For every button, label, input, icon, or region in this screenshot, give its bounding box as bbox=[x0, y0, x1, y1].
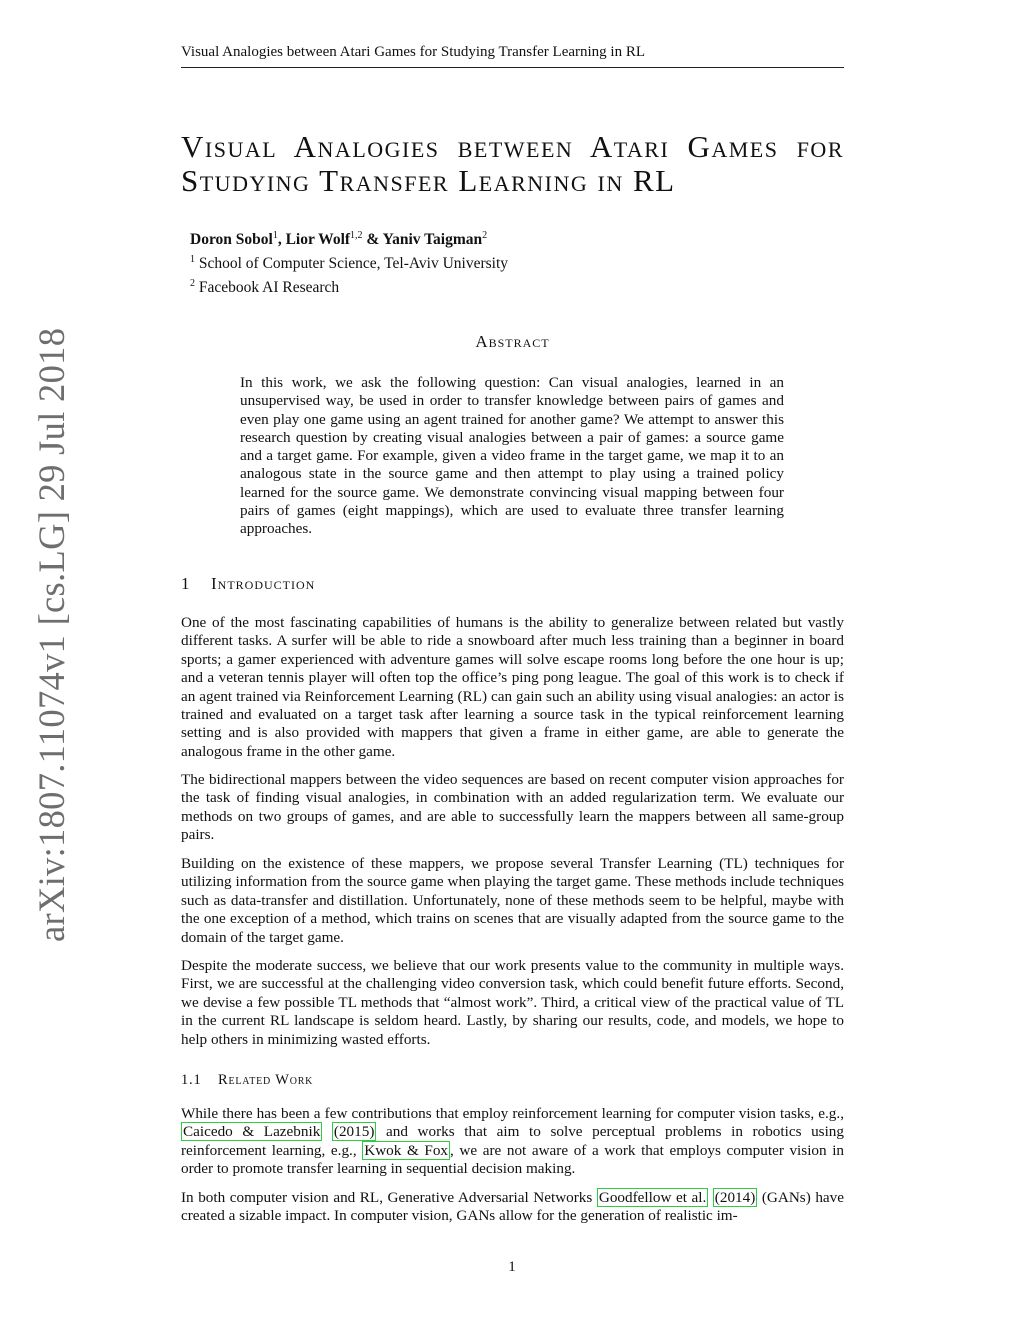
intro-paragraph-2: The bidirectional mappers between the video sequences are based on recent computer vision approaches for the task of finding visual analogies, in combination with an added regularization term. We evaluate our methods on two groups of games, and are able to successfully learn the mappers between all same-group pairs. bbox=[181, 771, 844, 844]
citation-link[interactable]: Goodfellow et al. bbox=[598, 1189, 707, 1206]
subsection-title: Related Work bbox=[218, 1072, 314, 1088]
section-number: 1 bbox=[181, 574, 191, 593]
title-line-1: Visual Analogies between Atari Games for bbox=[181, 129, 844, 164]
author-affiliation-mark: 1 bbox=[272, 230, 278, 241]
author-block bbox=[190, 226, 508, 298]
running-header: Visual Analogies between Atari Games for Studying Transfer Learning in RL bbox=[181, 44, 844, 68]
author-names bbox=[190, 226, 508, 250]
affiliation-text: Facebook AI Research bbox=[198, 279, 340, 297]
paragraph-text: (GANs) have created a sizable impact. In computer vision, GANs allow for the generation of realistic im- bbox=[181, 1189, 844, 1225]
page-number: 1 bbox=[508, 1259, 516, 1275]
affiliation-mark: 2 bbox=[190, 278, 195, 290]
paragraph-text: and works that aim to solve perceptual problems in robotics using reinforcement learning, e.g., bbox=[181, 1123, 844, 1159]
citation-link[interactable]: Kwok & Fox bbox=[364, 1141, 449, 1159]
author-name: Yaniv Taigman bbox=[382, 231, 483, 249]
section-title: Introduction bbox=[211, 574, 316, 593]
paragraph-text: , we are not aware of a work that employs computer vision in order to promote transfer learning in sequential decision making. bbox=[181, 1141, 845, 1178]
author-affiliation-mark: 2 bbox=[482, 230, 488, 241]
author-name: Lior Wolf bbox=[285, 231, 351, 249]
affiliation-1 bbox=[190, 250, 508, 274]
related-work-heading bbox=[181, 1072, 313, 1089]
intro-paragraph-4: Despite the moderate success, we believe that our work presents value to the community in multiple ways. First, we are successful at the challenging video conversion task, which could benefit future efforts. Second, we devise a few possible TL methods that “almost work”. Third, a critical view of the practical value of TL in the current RL landscape is seldom heard. Lastly, by sharing our results, code, and models, we hope to help others in minimizing wasted efforts. bbox=[181, 957, 844, 1048]
citation-link[interactable]: Caicedo & Lazebnik bbox=[183, 1123, 321, 1141]
related-work-paragraph-2 bbox=[181, 1189, 844, 1226]
introduction-heading bbox=[181, 574, 315, 594]
author-separator: & bbox=[362, 231, 383, 249]
affiliation-mark: 1 bbox=[190, 254, 195, 266]
intro-paragraph-1: One of the most fascinating capabilities of humans is the ability to generalize between related but vastly different tasks. A surfer will be able to ride a snowboard after much less training than a beginner in board sports; a gamer experienced with adventure games will solve escape rooms long before the one hour is up; and a veteran tennis player will often top the office’s ping pong league. The goal of this work is to check if an agent trained via Reinforcement Learning (RL) can gain such an ability using visual analogies: an actor is trained and evaluated on a target task after learning a source task in the typical reinforcement learning setting and is also provided with mappers that given a frame in either game, are able to generate the analogous frame in the other game. bbox=[181, 614, 844, 760]
author-affiliation-mark: 1,2 bbox=[350, 230, 363, 241]
paper-title bbox=[181, 130, 844, 198]
related-work-paragraph-1 bbox=[181, 1105, 844, 1179]
author-name: Doron Sobol bbox=[190, 231, 273, 249]
paragraph-text: In both computer vision and RL, Generative Adversarial Networks bbox=[181, 1189, 597, 1206]
author-separator: , bbox=[277, 231, 286, 249]
subsection-number: 1.1 bbox=[181, 1072, 202, 1088]
arxiv-identifier-stamp: arXiv:1807.11074v1 [cs.LG] 29 Jul 2018 bbox=[31, 327, 72, 942]
citation-year-link[interactable]: (2015) bbox=[333, 1123, 375, 1141]
affiliation-2 bbox=[190, 274, 508, 298]
intro-paragraph-3: Building on the existence of these mappers, we propose several Transfer Learning (TL) techniques for utilizing information from the source game when playing the target game. These methods include techniques such as data-transfer and distillation. Unfortunately, none of these methods seem to be helpful, maybe with the one exception of a method, which trains on scenes that are visually adapted from the source game to the domain of the target game. bbox=[181, 855, 844, 946]
abstract-heading: Abstract bbox=[475, 332, 550, 351]
abstract-body: In this work, we ask the following question: Can visual analogies, learned in an unsupervised way, be used in order to transfer knowledge between pairs of games and even play one game using an agent trained for another game? We attempt to answer this research question by creating visual analogies between a pair of games: a source game and a target game. For example, given a video frame in the target game, we map it to an analogous state in the source game and then attempt to play using a trained policy learned for the source game. We demonstrate convincing visual mapping between four pairs of games (eight mappings), which are used to evaluate three transfer learning approaches. bbox=[240, 374, 784, 538]
paragraph-text: While there has been a few contributions that employ reinforcement learning for computer vision tasks, e.g., bbox=[181, 1105, 844, 1122]
affiliation-text: School of Computer Science, Tel-Aviv University bbox=[198, 255, 509, 273]
citation-year-link[interactable]: (2014) bbox=[714, 1189, 756, 1206]
title-line-2: Studying Transfer Learning in RL bbox=[181, 163, 676, 198]
